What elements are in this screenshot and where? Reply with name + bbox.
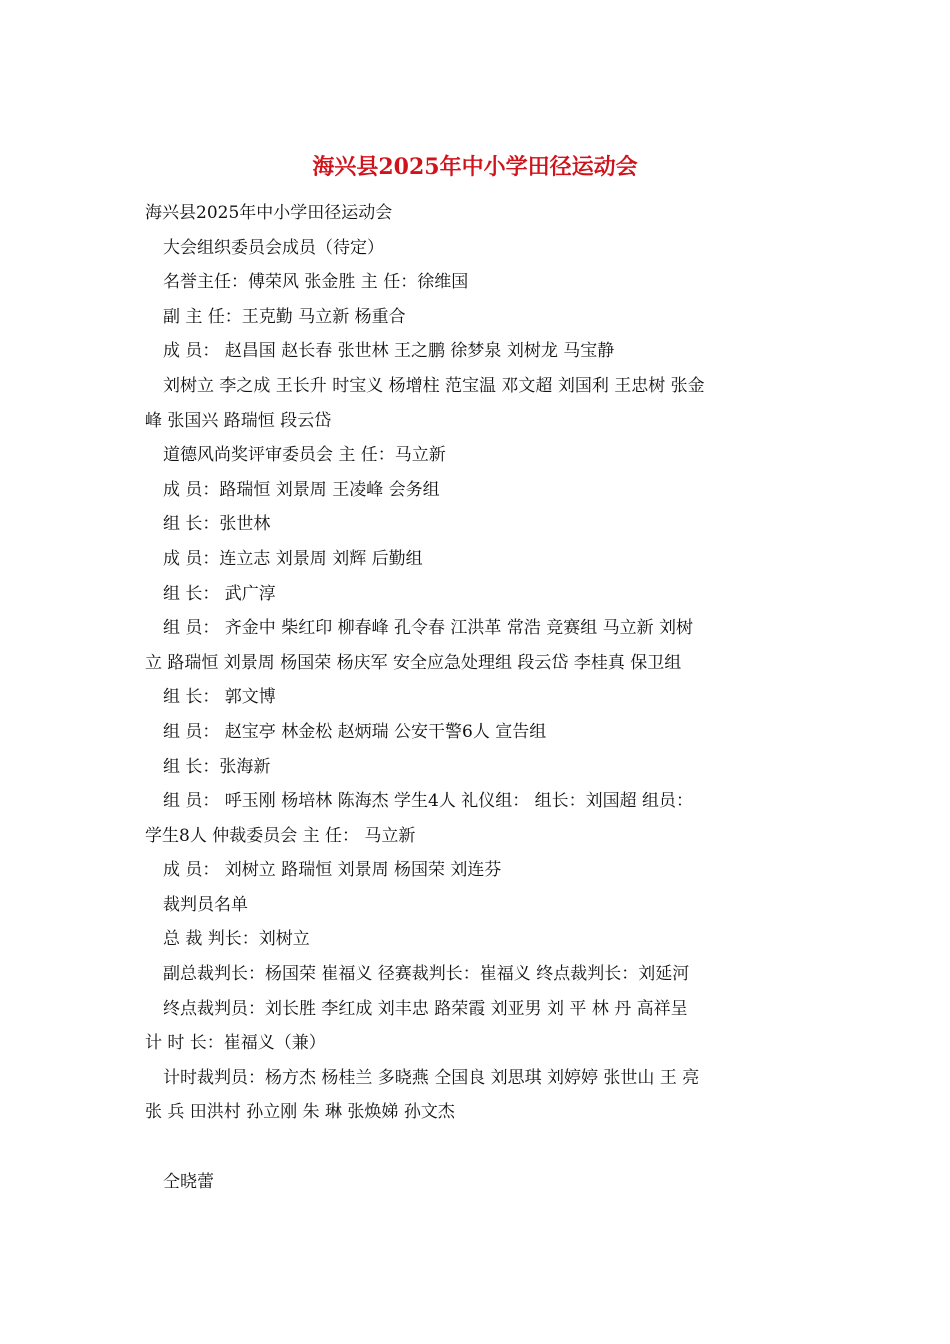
body-line: 组 员： 齐金中 柴红印 柳春峰 孔令春 江洪革 常浩 竞赛组 马立新 刘树	[163, 618, 694, 639]
body-line: 计 时 长：崔福义（兼）	[145, 1033, 326, 1054]
body-line: 大会组织委员会成员（待定）	[163, 237, 384, 258]
body-line: 组 长：张世林	[163, 514, 271, 535]
body-line: 成 员：路瑞恒 刘景周 王凌峰 会务组	[163, 479, 440, 500]
body-line: 张 兵 田洪村 孙立刚 朱 琳 张焕娣 孙文杰	[145, 1102, 455, 1123]
document-title: 海兴县2025年中小学田径运动会	[312, 154, 638, 180]
body-line: 裁判员名单	[163, 894, 248, 915]
body-line: 组 长： 武广淳	[163, 583, 276, 604]
body-line: 副 主 任：王克勤 马立新 杨重合	[163, 306, 406, 327]
body-line: 成 员： 刘树立 路瑞恒 刘景周 杨国荣 刘连芬	[163, 860, 502, 881]
body-line: 成 员： 赵昌国 赵长春 张世林 王之鹏 徐梦泉 刘树龙 马宝静	[163, 341, 615, 362]
body-line: 副总裁判长：杨国荣 崔福义 径赛裁判长：崔福义 终点裁判长：刘延河	[163, 964, 690, 985]
body-line	[145, 1130, 810, 1165]
body-line: 立 路瑞恒 刘景周 杨国荣 杨庆军 安全应急处理组 段云岱 李桂真 保卫组	[145, 652, 682, 673]
body-line: 计时裁判员：杨方杰 杨桂兰 多晓燕 仝国良 刘思琪 刘婷婷 张世山 王 亮	[163, 1067, 700, 1088]
body-line: 组 长： 郭文博	[163, 687, 276, 708]
body-line: 学生8人 仲裁委员会 主 任： 马立新	[145, 825, 416, 846]
body-line: 道德风尚奖评审委员会 主 任：马立新	[163, 445, 446, 466]
body-line: 终点裁判员：刘长胜 李红成 刘丰忠 路荣霞 刘亚男 刘 平 林 丹 高祥呈	[163, 998, 688, 1019]
body-line: 峰 张国兴 路瑞恒 段云岱	[145, 410, 332, 431]
body-line: 仝晓蕾	[163, 1171, 214, 1192]
body-line: 成 员：连立志 刘景周 刘辉 后勤组	[163, 548, 423, 569]
body-line: 组 员： 赵宝亭 林金松 赵炳瑞 公安干警6人 宣告组	[163, 721, 547, 742]
body-line: 组 员： 呼玉刚 杨培林 陈海杰 学生4人 礼仪组： 组长：刘国超 组员：	[163, 791, 694, 812]
body-line: 海兴县2025年中小学田径运动会	[145, 203, 393, 223]
body-line: 组 长：张海新	[163, 756, 271, 777]
document-body	[145, 196, 810, 1199]
body-line: 名誉主任：傅荣风 张金胜 主 任：徐维国	[163, 272, 469, 293]
body-line: 总 裁 判长：刘树立	[163, 929, 310, 950]
body-line: 刘树立 李之成 王长升 时宝义 杨增柱 范宝温 邓文超 刘国利 王忠树 张金	[163, 375, 705, 396]
